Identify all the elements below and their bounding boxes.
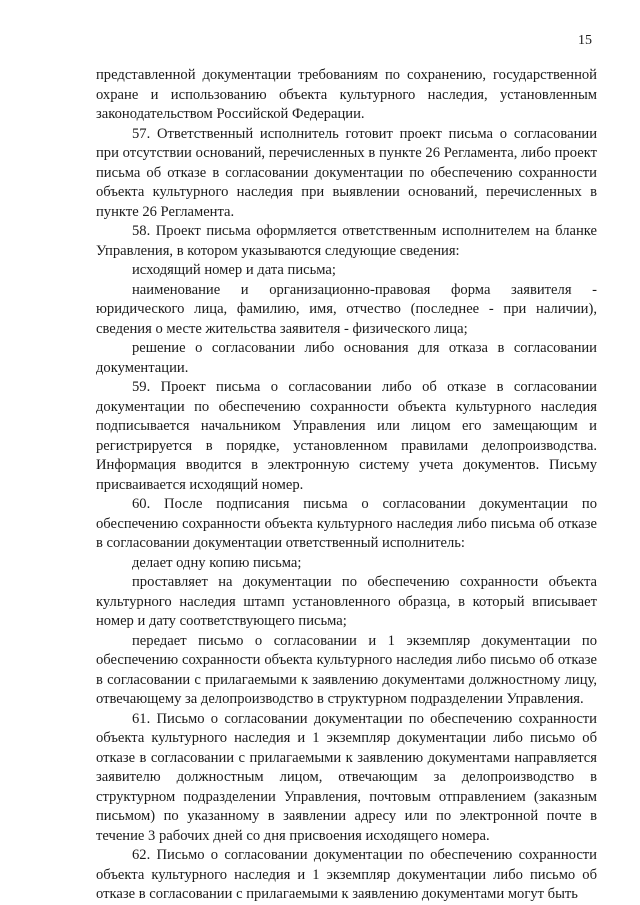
paragraph-58-item-3: решение о согласовании либо основания для отказа в согласовании документации. <box>96 340 597 376</box>
paragraph-continuation: представленной документации требованиям по сохранению, государственной охране и использованию объекта культурного наследия, установленным законодательством Российской Федерации. <box>96 67 597 122</box>
paragraph-61: 61. Письмо о согласовании документации по обеспечению сохранности объекта культурного наследия и 1 экземпляр документации либо письмо об отказе в согласовании с прилагаемыми к заявлению документами направляется заявителю должностным лицом, отвечающим за делопроизводство в структурном подразделении Управления, почтовым отправлением (заказным письмом) по указанному в заявлении адресу или по электронной почте в течение 3 рабочих дней со дня присвоения исходящего номера. <box>96 710 597 844</box>
paragraph-62: 62. Письмо о согласовании документации по обеспечению сохранности объекта культурного наследия и 1 экземпляр документации либо письмо об отказе в согласовании с прилагаемыми к заявлению документами могут быть <box>96 847 597 902</box>
paragraph-60-item-1: делает одну копию письма; <box>132 554 302 571</box>
paragraph-59: 59. Проект письма о согласовании либо об отказе в согласовании документации по обеспечению сохранности объекта культурного наследия подписывается начальником Управления или лицом его замещающим и регистрируется в порядке, установленном правилами делопроизводства. Информация вводится в электронную систему учета документов. Письму присваивается исходящий номер. <box>96 379 597 493</box>
paragraph-60-item-3: передает письмо о согласовании и 1 экземпляр документации по обеспечению сохранности объекта культурного наследия либо письмо об отказе в согласовании с прилагаемыми к заявлению документами должностному лицу, отвечающему за делопроизводство в структурном подразделении Управления. <box>96 632 597 707</box>
paragraph-60-item-2: проставляет на документации по обеспечению сохранности объекта культурного наследия штамп установленного образца, в который вписывает номер и дату соответствующего письма; <box>96 574 597 629</box>
paragraph-58-item-2: наименование и организационно-правовая форма заявителя - юридического лица, фамилию, имя, отчество (последнее - при наличии), сведения о месте жительства заявителя - физического лица; <box>96 281 597 337</box>
paragraph-58-item-1: исходящий номер и дата письма; <box>132 262 336 278</box>
paragraph-57: 57. Ответственный исполнитель готовит проект письма о согласовании при отсутствии оснований, перечисленных в пункте 26 Регламента, либо проект письма об отказе в согласовании документации по обеспечению сохранности объекта культурного наследия при выявлении оснований, перечисленных в пункте 26 Регламента. <box>96 125 597 220</box>
paragraph-58: 58. Проект письма оформляется ответственным исполнителем на бланке Управления, в котором указываются следующие сведения: <box>96 223 597 259</box>
document-body <box>96 66 597 905</box>
paragraph-60: 60. После подписания письма о согласовании документации по обеспечению сохранности объекта культурного наследия либо письма об отказе в согласовании документации ответственный исполнитель: <box>96 496 597 551</box>
page-number: 15 <box>578 33 592 48</box>
